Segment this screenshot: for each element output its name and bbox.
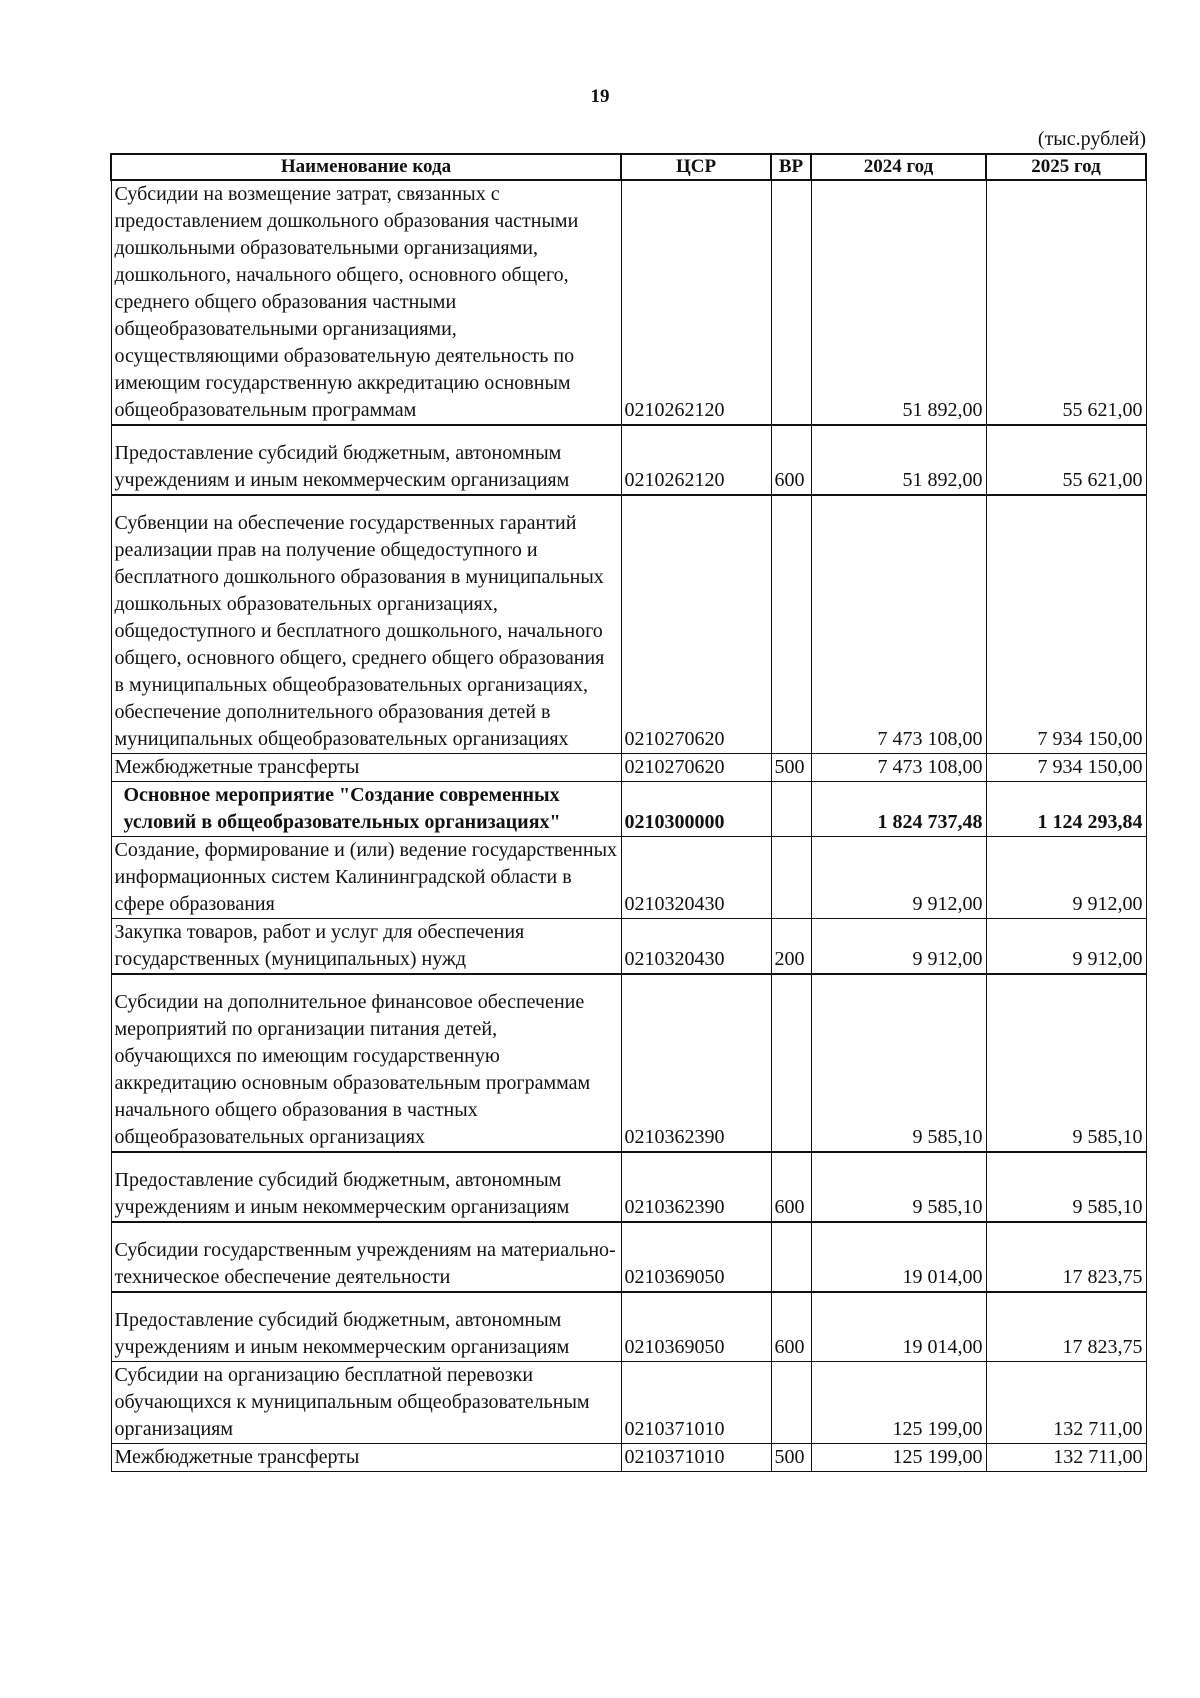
row-csr: 0210262120	[621, 425, 771, 495]
table-row	[111, 1362, 1146, 1444]
row-2025-amount: 9 912,00	[986, 837, 1146, 919]
row-name: Предоставление субсидий бюджетным, автономным учреждениям и иным некоммерческим организациям	[111, 1152, 621, 1222]
row-name: Субсидии на возмещение затрат, связанных с предоставлением дошкольного образования частными дошкольными образовательными организациями, дошкольного, начального общего, основного общего, среднего общего образования частными общеобразовательными организациями, осуществляющими образовательную деятельность по имеющим государственную аккредитацию основным общеобразовательным программам	[111, 180, 621, 425]
table-row	[111, 974, 1146, 1152]
row-name: Субсидии на организацию бесплатной перевозки обучающихся к муниципальным общеобразовательным организациям	[111, 1362, 621, 1444]
row-name: Предоставление субсидий бюджетным, автономным учреждениям и иным некоммерческим организациям	[111, 425, 621, 495]
row-csr: 0210369050	[621, 1222, 771, 1292]
row-csr: 0210270620	[621, 495, 771, 754]
header-row	[111, 154, 1146, 180]
row-vr: 500	[771, 754, 811, 782]
row-name: Межбюджетные трансферты	[111, 1444, 621, 1472]
row-2025-amount: 132 711,00	[986, 1362, 1146, 1444]
row-2025-amount: 17 823,75	[986, 1292, 1146, 1362]
row-name: Закупка товаров, работ и услуг для обеспечения государственных (муниципальных) нужд	[111, 919, 621, 975]
row-2024-amount: 125 199,00	[811, 1444, 986, 1472]
row-2025-amount: 1 124 293,84	[986, 782, 1146, 837]
row-csr: 0210362390	[621, 1152, 771, 1222]
table-row	[111, 919, 1146, 975]
row-2025-amount: 7 934 150,00	[986, 495, 1146, 754]
row-2024-amount: 9 585,10	[811, 1152, 986, 1222]
row-2024-amount: 7 473 108,00	[811, 495, 986, 754]
table-row	[111, 180, 1146, 425]
row-name: Субсидии на дополнительное финансовое обеспечение мероприятий по организации питания детей, обучающихся по имеющим государственную аккредитацию основным образовательным программам начального общего образования в частных общеобразовательных организациях	[111, 974, 621, 1152]
row-csr: 0210362390	[621, 974, 771, 1152]
page-number: 19	[590, 86, 610, 107]
table-row	[111, 1222, 1146, 1292]
row-2024-amount: 9 585,10	[811, 974, 986, 1152]
row-2024-amount: 51 892,00	[811, 180, 986, 425]
header-name: Наименование кода	[111, 154, 621, 180]
table-row	[111, 1152, 1146, 1222]
row-name: Создание, формирование и (или) ведение государственных информационных систем Калининградской области в сфере образования	[111, 837, 621, 919]
row-csr: 0210270620	[621, 754, 771, 782]
table-row	[111, 1444, 1146, 1472]
header-2025: 2025 год	[986, 154, 1146, 180]
budget-table	[110, 153, 1147, 1472]
row-2025-amount: 55 621,00	[986, 425, 1146, 495]
row-vr: 600	[771, 425, 811, 495]
row-name: Субсидии государственным учреждениям на материально-техническое обеспечение деятельности	[111, 1222, 621, 1292]
row-vr	[771, 1222, 811, 1292]
row-name: Субвенции на обеспечение государственных гарантий реализации прав на получение общедоступного и бесплатного дошкольного образования в муниципальных дошкольных образовательных организациях, общедоступного и бесплатного дошкольного, начального общего, основного общего, среднего общего образования в муниципальных общеобразовательных организациях, обеспечение дополнительного образования детей в муниципальных общеобразовательных организациях	[111, 495, 621, 754]
row-vr: 600	[771, 1292, 811, 1362]
row-vr: 500	[771, 1444, 811, 1472]
row-name: Предоставление субсидий бюджетным, автономным учреждениям и иным некоммерческим организациям	[111, 1292, 621, 1362]
row-csr: 0210371010	[621, 1362, 771, 1444]
row-vr	[771, 837, 811, 919]
row-2024-amount: 125 199,00	[811, 1362, 986, 1444]
row-name: Межбюджетные трансферты	[111, 754, 621, 782]
row-2025-amount: 9 585,10	[986, 1152, 1146, 1222]
table-row	[111, 495, 1146, 754]
row-2024-amount: 1 824 737,48	[811, 782, 986, 837]
row-vr: 600	[771, 1152, 811, 1222]
row-2025-amount: 55 621,00	[986, 180, 1146, 425]
row-2024-amount: 9 912,00	[811, 919, 986, 975]
row-2024-amount: 51 892,00	[811, 425, 986, 495]
row-csr: 0210320430	[621, 837, 771, 919]
table-body	[111, 180, 1146, 1472]
row-2025-amount: 17 823,75	[986, 1222, 1146, 1292]
header-vr: ВР	[771, 154, 811, 180]
table-header	[111, 154, 1146, 180]
row-csr: 0210262120	[621, 180, 771, 425]
row-vr	[771, 180, 811, 425]
row-vr: 200	[771, 919, 811, 975]
table-row	[111, 425, 1146, 495]
row-vr	[771, 782, 811, 837]
row-csr: 0210300000	[621, 782, 771, 837]
row-2025-amount: 7 934 150,00	[986, 754, 1146, 782]
header-2024: 2024 год	[811, 154, 986, 180]
row-csr: 0210371010	[621, 1444, 771, 1472]
row-2024-amount: 19 014,00	[811, 1292, 986, 1362]
units-label: (тыс.рублей)	[1037, 128, 1146, 150]
row-csr: 0210369050	[621, 1292, 771, 1362]
header-csr: ЦСР	[621, 154, 771, 180]
row-vr	[771, 495, 811, 754]
table-row	[111, 754, 1146, 782]
row-name: Основное мероприятие "Создание современных условий в общеобразовательных организациях"	[111, 782, 621, 837]
row-2024-amount: 19 014,00	[811, 1222, 986, 1292]
row-2024-amount: 7 473 108,00	[811, 754, 986, 782]
table-row	[111, 782, 1146, 837]
row-2025-amount: 9 912,00	[986, 919, 1146, 975]
row-csr: 0210320430	[621, 919, 771, 975]
table-row	[111, 1292, 1146, 1362]
row-2025-amount: 9 585,10	[986, 974, 1146, 1152]
row-vr	[771, 974, 811, 1152]
row-2025-amount: 132 711,00	[986, 1444, 1146, 1472]
row-vr	[771, 1362, 811, 1444]
table-row	[111, 837, 1146, 919]
row-2024-amount: 9 912,00	[811, 837, 986, 919]
